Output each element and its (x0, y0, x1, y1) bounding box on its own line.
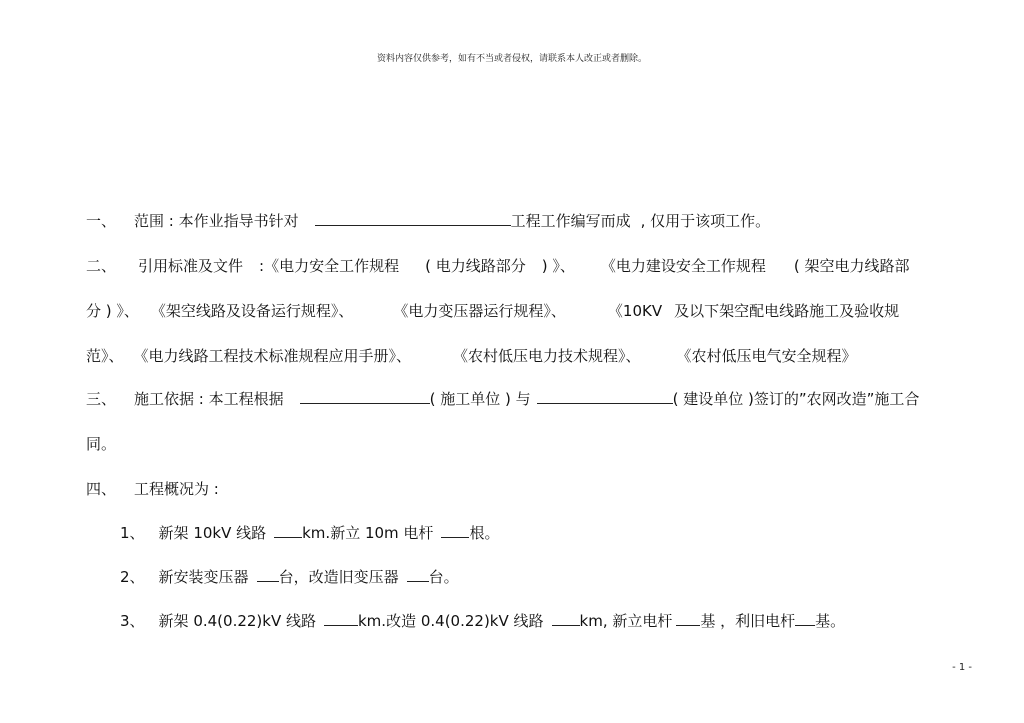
item-3-text-b: km.改造 0.4(0.22)kV 线路 (358, 612, 544, 630)
section-4-item-3 (120, 611, 845, 631)
section-1-text-c: , 仅用于该项工作。 (640, 212, 771, 230)
standard-ref-1: :《电力安全工作规程 (259, 257, 400, 275)
section-3-text-a: 施工依据 : 本工程根据 (134, 390, 284, 408)
item-3-rebuild-length-blank (552, 611, 580, 626)
standard-ref-2-part: ( 架空电力线路部 (793, 257, 910, 275)
contractor-blank (300, 389, 430, 404)
item-1-count-blank (441, 523, 469, 538)
section-2-line-3 (86, 346, 857, 366)
page-number: - 1 - (952, 662, 972, 673)
section-3-text-c: ( 建设单位 )签订的”农网改造”施工合 (672, 390, 920, 408)
standard-ref-5-b: 及以下架空配电线路施工及验收规 (674, 302, 900, 320)
section-4-title: 工程概况为 : (134, 480, 219, 498)
section-3-text-b: ( 施工单位 ) 与 (429, 390, 531, 408)
standard-ref-1-close: ) 》、 (541, 257, 575, 275)
item-3-new-poles-blank (676, 611, 700, 626)
section-4-item-1 (120, 523, 499, 543)
standard-ref-5-close: 范》、 (86, 347, 124, 365)
item-2-text-b: 台，改造旧变压器 (278, 568, 399, 586)
standard-ref-1-part: ( 电力线路部分 (425, 257, 526, 275)
item-2-old-blank (407, 567, 429, 582)
item-3-new-length-blank (324, 611, 358, 626)
disclaimer-header: 资料内容仅供参考，如有不当或者侵权，请联系本人改正或者删除。 (376, 54, 647, 64)
item-2-text-c: 台。 (428, 568, 459, 586)
standard-ref-2: 《电力建设安全工作规程 (600, 257, 766, 275)
standard-ref-2-close: 分 ) 》、 (86, 302, 139, 320)
item-3-text-d: 基 ，利旧电杆 (700, 612, 796, 630)
section-1-text-a: 范围 : 本作业指导书针对 (134, 212, 299, 230)
standard-ref-3: 《架空线路及设备运行规程》、 (150, 302, 354, 320)
section-4-line (86, 479, 219, 499)
section-2-line-2 (86, 301, 899, 321)
item-2-number: 2、 (120, 568, 145, 586)
item-3-text-a: 新架 0.4(0.22)kV 线路 (158, 612, 316, 630)
section-1-text-b: 工程工作编写而成 (510, 212, 631, 230)
section-2-text: 引用标准及文件 (138, 257, 244, 275)
section-3-line-1 (86, 389, 919, 409)
item-3-number: 3、 (120, 612, 145, 630)
item-3-text-c: km, 新立电杆 (579, 612, 673, 630)
section-2-number: 二、 (86, 257, 117, 275)
item-1-text-c: 根。 (469, 524, 500, 542)
section-1-number: 一、 (86, 212, 117, 230)
section-4-item-2 (120, 567, 459, 587)
item-3-reused-poles-blank (795, 611, 815, 626)
standard-ref-4: 《电力变压器运行规程》、 (393, 302, 566, 320)
item-3-text-e: 基。 (815, 612, 846, 630)
standard-ref-7: 《农村低压电力技术规程》、 (453, 347, 641, 365)
owner-blank (537, 389, 673, 404)
item-1-length-blank (274, 523, 302, 538)
item-1-number: 1、 (120, 524, 145, 542)
section-3-number: 三、 (86, 390, 117, 408)
section-3-line-2 (86, 434, 116, 454)
section-1-line (86, 211, 770, 231)
item-2-new-blank (257, 567, 279, 582)
section-4-number: 四、 (86, 480, 117, 498)
item-1-text-a: 新架 10kV 线路 (158, 524, 267, 542)
item-2-text-a: 新安装变压器 (158, 568, 249, 586)
section-3-text-d: 同。 (86, 435, 117, 453)
section-2-line-1 (86, 256, 909, 276)
project-name-blank (315, 211, 511, 226)
item-1-text-b: km.新立 10m 电杆 (302, 524, 434, 542)
standard-ref-5-a: 《10KV (607, 302, 663, 320)
standard-ref-6: 《电力线路工程技术标准规程应用手册》、 (133, 347, 412, 365)
standard-ref-8: 《农村低压电气安全规程》 (676, 347, 857, 365)
